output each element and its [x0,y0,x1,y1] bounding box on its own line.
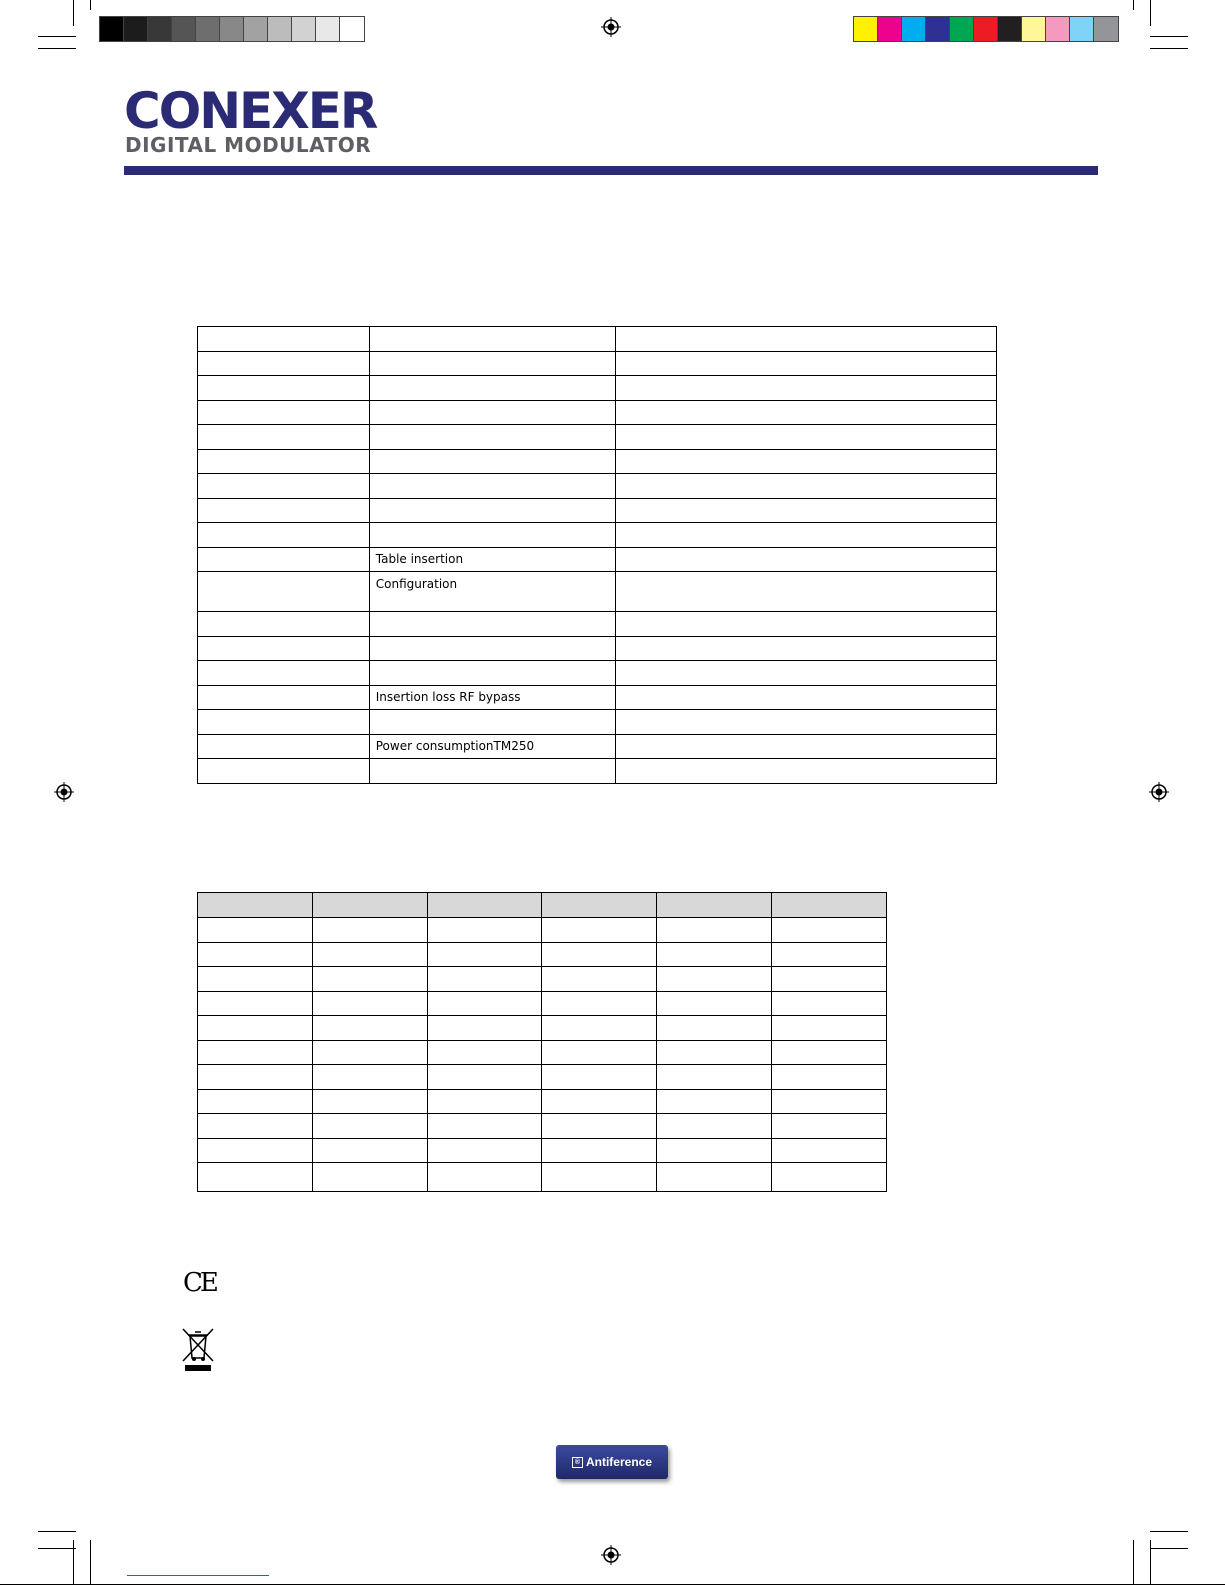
table-cell [772,1065,887,1090]
table-cell [542,942,657,967]
crop-mark-tl-h2 [38,36,76,37]
table-row [198,734,997,759]
table-cell [312,918,427,943]
table-cell [312,942,427,967]
header-cell [542,893,657,918]
table-cell [427,1138,542,1163]
table-row [198,661,997,686]
table-cell [312,1114,427,1139]
color-swatch [950,17,974,41]
spec-parameter-cell: Configuration [369,572,615,612]
table-cell [657,1016,772,1041]
table-cell [772,1089,887,1114]
table-cell [198,1040,313,1065]
crop-mark-tr-h [1150,48,1188,49]
crop-mark-tl-h [38,48,76,49]
table-cell [198,1138,313,1163]
table-row [198,1138,887,1163]
crop-mark-bl-h2 [38,1548,76,1549]
table-row [198,685,997,710]
table-row [198,1114,887,1139]
table-row [198,351,997,376]
table-cell [542,1016,657,1041]
table-row [198,1040,887,1065]
spec-cell [198,400,370,425]
table-cell [198,1163,313,1192]
table-row [198,376,997,401]
table-cell [657,967,772,992]
table-cell [542,1089,657,1114]
footer-link-underline [127,1575,269,1576]
spec-cell [198,734,370,759]
spec-cell [615,327,996,352]
spec-cell [615,759,996,784]
crop-mark-tr-v2 [1133,0,1134,10]
table-cell [772,1016,887,1041]
table-cell [198,942,313,967]
spec-cell [198,572,370,612]
table-cell [427,942,542,967]
spec-parameter-cell [369,636,615,661]
table-row [198,547,997,572]
spec-parameter-cell [369,351,615,376]
spec-cell [615,572,996,612]
spec-parameter-cell: Power consumptionTM250 [369,734,615,759]
spec-parameter-cell: Table insertion [369,547,615,572]
spec-cell [198,612,370,637]
spec-cell [198,710,370,735]
table-row [198,498,997,523]
table-row [198,449,997,474]
specifications-table [197,326,997,784]
table-row [198,523,997,548]
table-cell [312,1065,427,1090]
table-cell [542,1040,657,1065]
table-cell [657,1138,772,1163]
spec-cell [615,376,996,401]
spec-cell [198,474,370,499]
table-cell [198,1065,313,1090]
table-cell [542,918,657,943]
color-swatch [220,17,244,41]
spec-parameter-cell [369,498,615,523]
spec-cell [615,425,996,450]
table-cell [312,1089,427,1114]
registration-mark-left-icon [54,782,74,802]
header-cell [312,893,427,918]
color-swatch [172,17,196,41]
color-swatch [340,17,364,41]
color-swatch [1022,17,1046,41]
spec-cell [615,523,996,548]
color-swatch [316,17,340,41]
table-cell [772,1040,887,1065]
color-swatch [878,17,902,41]
table-cell [657,1065,772,1090]
crop-mark-br-h2 [1150,1548,1188,1549]
header-cell [657,893,772,918]
crop-mark-bl-v [73,1540,74,1585]
table-cell [542,991,657,1016]
channel-frequency-table [197,892,887,1192]
spec-cell [615,710,996,735]
crop-mark-tr-h2 [1150,36,1188,37]
spec-parameter-cell: Insertion loss RF bypass [369,685,615,710]
table-cell [772,918,887,943]
spec-parameter-cell [369,400,615,425]
crop-mark-br-v2 [1133,1540,1134,1585]
spec-parameter-cell [369,759,615,784]
spec-cell [198,351,370,376]
crop-mark-bl-v2 [90,1540,91,1585]
spec-cell [198,685,370,710]
header-divider [124,166,1098,175]
color-swatch [1094,17,1118,41]
table-cell [657,1089,772,1114]
spec-parameter-cell [369,710,615,735]
table-cell [427,967,542,992]
spec-cell [615,400,996,425]
badge-label: Antiference [585,1455,653,1469]
table-row [198,967,887,992]
color-swatch [244,17,268,41]
registration-mark-top-icon [601,17,621,37]
table-cell [198,967,313,992]
spec-cell [198,547,370,572]
spec-parameter-cell [369,612,615,637]
header-cell [772,893,887,918]
color-swatch [998,17,1022,41]
table-cell [427,1040,542,1065]
spec-cell [198,661,370,686]
table-row [198,636,997,661]
spec-cell [615,734,996,759]
table-row [198,474,997,499]
spec-parameter-cell [369,474,615,499]
badge-mark-icon: ® [572,1457,583,1468]
color-swatch [854,17,878,41]
table-cell [427,1114,542,1139]
header-cell [198,893,313,918]
table-row [198,1016,887,1041]
grayscale-color-bar [99,16,365,42]
crop-mark-tl-v [73,0,74,26]
color-swatch [1046,17,1070,41]
table-cell [542,1138,657,1163]
table-cell [198,1089,313,1114]
table-cell [427,1089,542,1114]
table-cell [657,942,772,967]
spec-cell [198,376,370,401]
table-row [198,942,887,967]
table-row [198,991,887,1016]
table-cell [427,1065,542,1090]
table-cell [657,1040,772,1065]
table-cell [312,1163,427,1192]
table-row [198,1163,887,1192]
table-row [198,918,887,943]
color-swatch [100,17,124,41]
table-row [198,710,997,735]
crop-mark-tl-v2 [90,0,91,10]
table-row [198,612,997,637]
spec-cell [615,685,996,710]
table-cell [657,918,772,943]
header-cell [427,893,542,918]
table-cell [198,1114,313,1139]
table-cell [198,918,313,943]
spec-cell [615,661,996,686]
table-cell [772,967,887,992]
table-cell [312,1040,427,1065]
table-cell [198,991,313,1016]
table-cell [772,942,887,967]
table-cell [772,1163,887,1192]
spec-parameter-cell [369,327,615,352]
spec-cell [615,449,996,474]
color-swatch [1070,17,1094,41]
registration-mark-bottom-icon [601,1545,621,1565]
color-swatch [124,17,148,41]
crop-mark-br-v [1150,1540,1151,1585]
table-cell [542,1065,657,1090]
registration-mark-right-icon [1149,782,1169,802]
crop-mark-tr-v [1150,0,1151,26]
spec-cell [615,612,996,637]
spec-cell [615,474,996,499]
spec-cell [198,425,370,450]
table-cell [427,991,542,1016]
spec-parameter-cell [369,449,615,474]
color-swatch [148,17,172,41]
table-cell [427,918,542,943]
color-swatch [974,17,998,41]
color-swatch [268,17,292,41]
antiference-badge [556,1445,668,1479]
table-row [198,572,997,612]
table-cell [542,967,657,992]
spec-cell [198,498,370,523]
table-cell [657,1163,772,1192]
spec-cell [198,759,370,784]
spec-cell [198,327,370,352]
spec-cell [615,636,996,661]
table-row [198,400,997,425]
spec-parameter-cell [369,661,615,686]
table-cell [312,991,427,1016]
table-header-row [198,893,887,918]
spec-parameter-cell [369,523,615,548]
spec-parameter-cell [369,425,615,450]
color-swatch [292,17,316,41]
table-cell [312,1138,427,1163]
ce-mark-icon: CE [183,1268,216,1298]
table-row [198,1089,887,1114]
table-cell [427,1016,542,1041]
table-cell [542,1163,657,1192]
color-swatch [902,17,926,41]
table-row [198,327,997,352]
weee-bin-icon [182,1328,214,1372]
table-cell [657,1114,772,1139]
spec-cell [615,351,996,376]
color-swatch [196,17,220,41]
brand-logo: CONEXER [124,82,377,140]
table-cell [312,967,427,992]
spec-cell [198,449,370,474]
table-row [198,1065,887,1090]
table-row [198,759,997,784]
table-cell [198,1016,313,1041]
table-cell [312,1016,427,1041]
color-swatch [926,17,950,41]
table-cell [772,991,887,1016]
spec-cell [615,498,996,523]
spec-cell [615,547,996,572]
spec-cell [198,636,370,661]
spec-parameter-cell [369,376,615,401]
process-color-bar [853,16,1119,42]
table-row [198,425,997,450]
table-cell [657,991,772,1016]
table-cell [542,1114,657,1139]
table-cell [772,1114,887,1139]
crop-mark-br-h [1150,1531,1188,1532]
crop-mark-bl-h [38,1531,76,1532]
table-cell [427,1163,542,1192]
spec-cell [198,523,370,548]
product-line-title: DIGITAL MODULATOR [125,133,372,157]
table-cell [772,1138,887,1163]
